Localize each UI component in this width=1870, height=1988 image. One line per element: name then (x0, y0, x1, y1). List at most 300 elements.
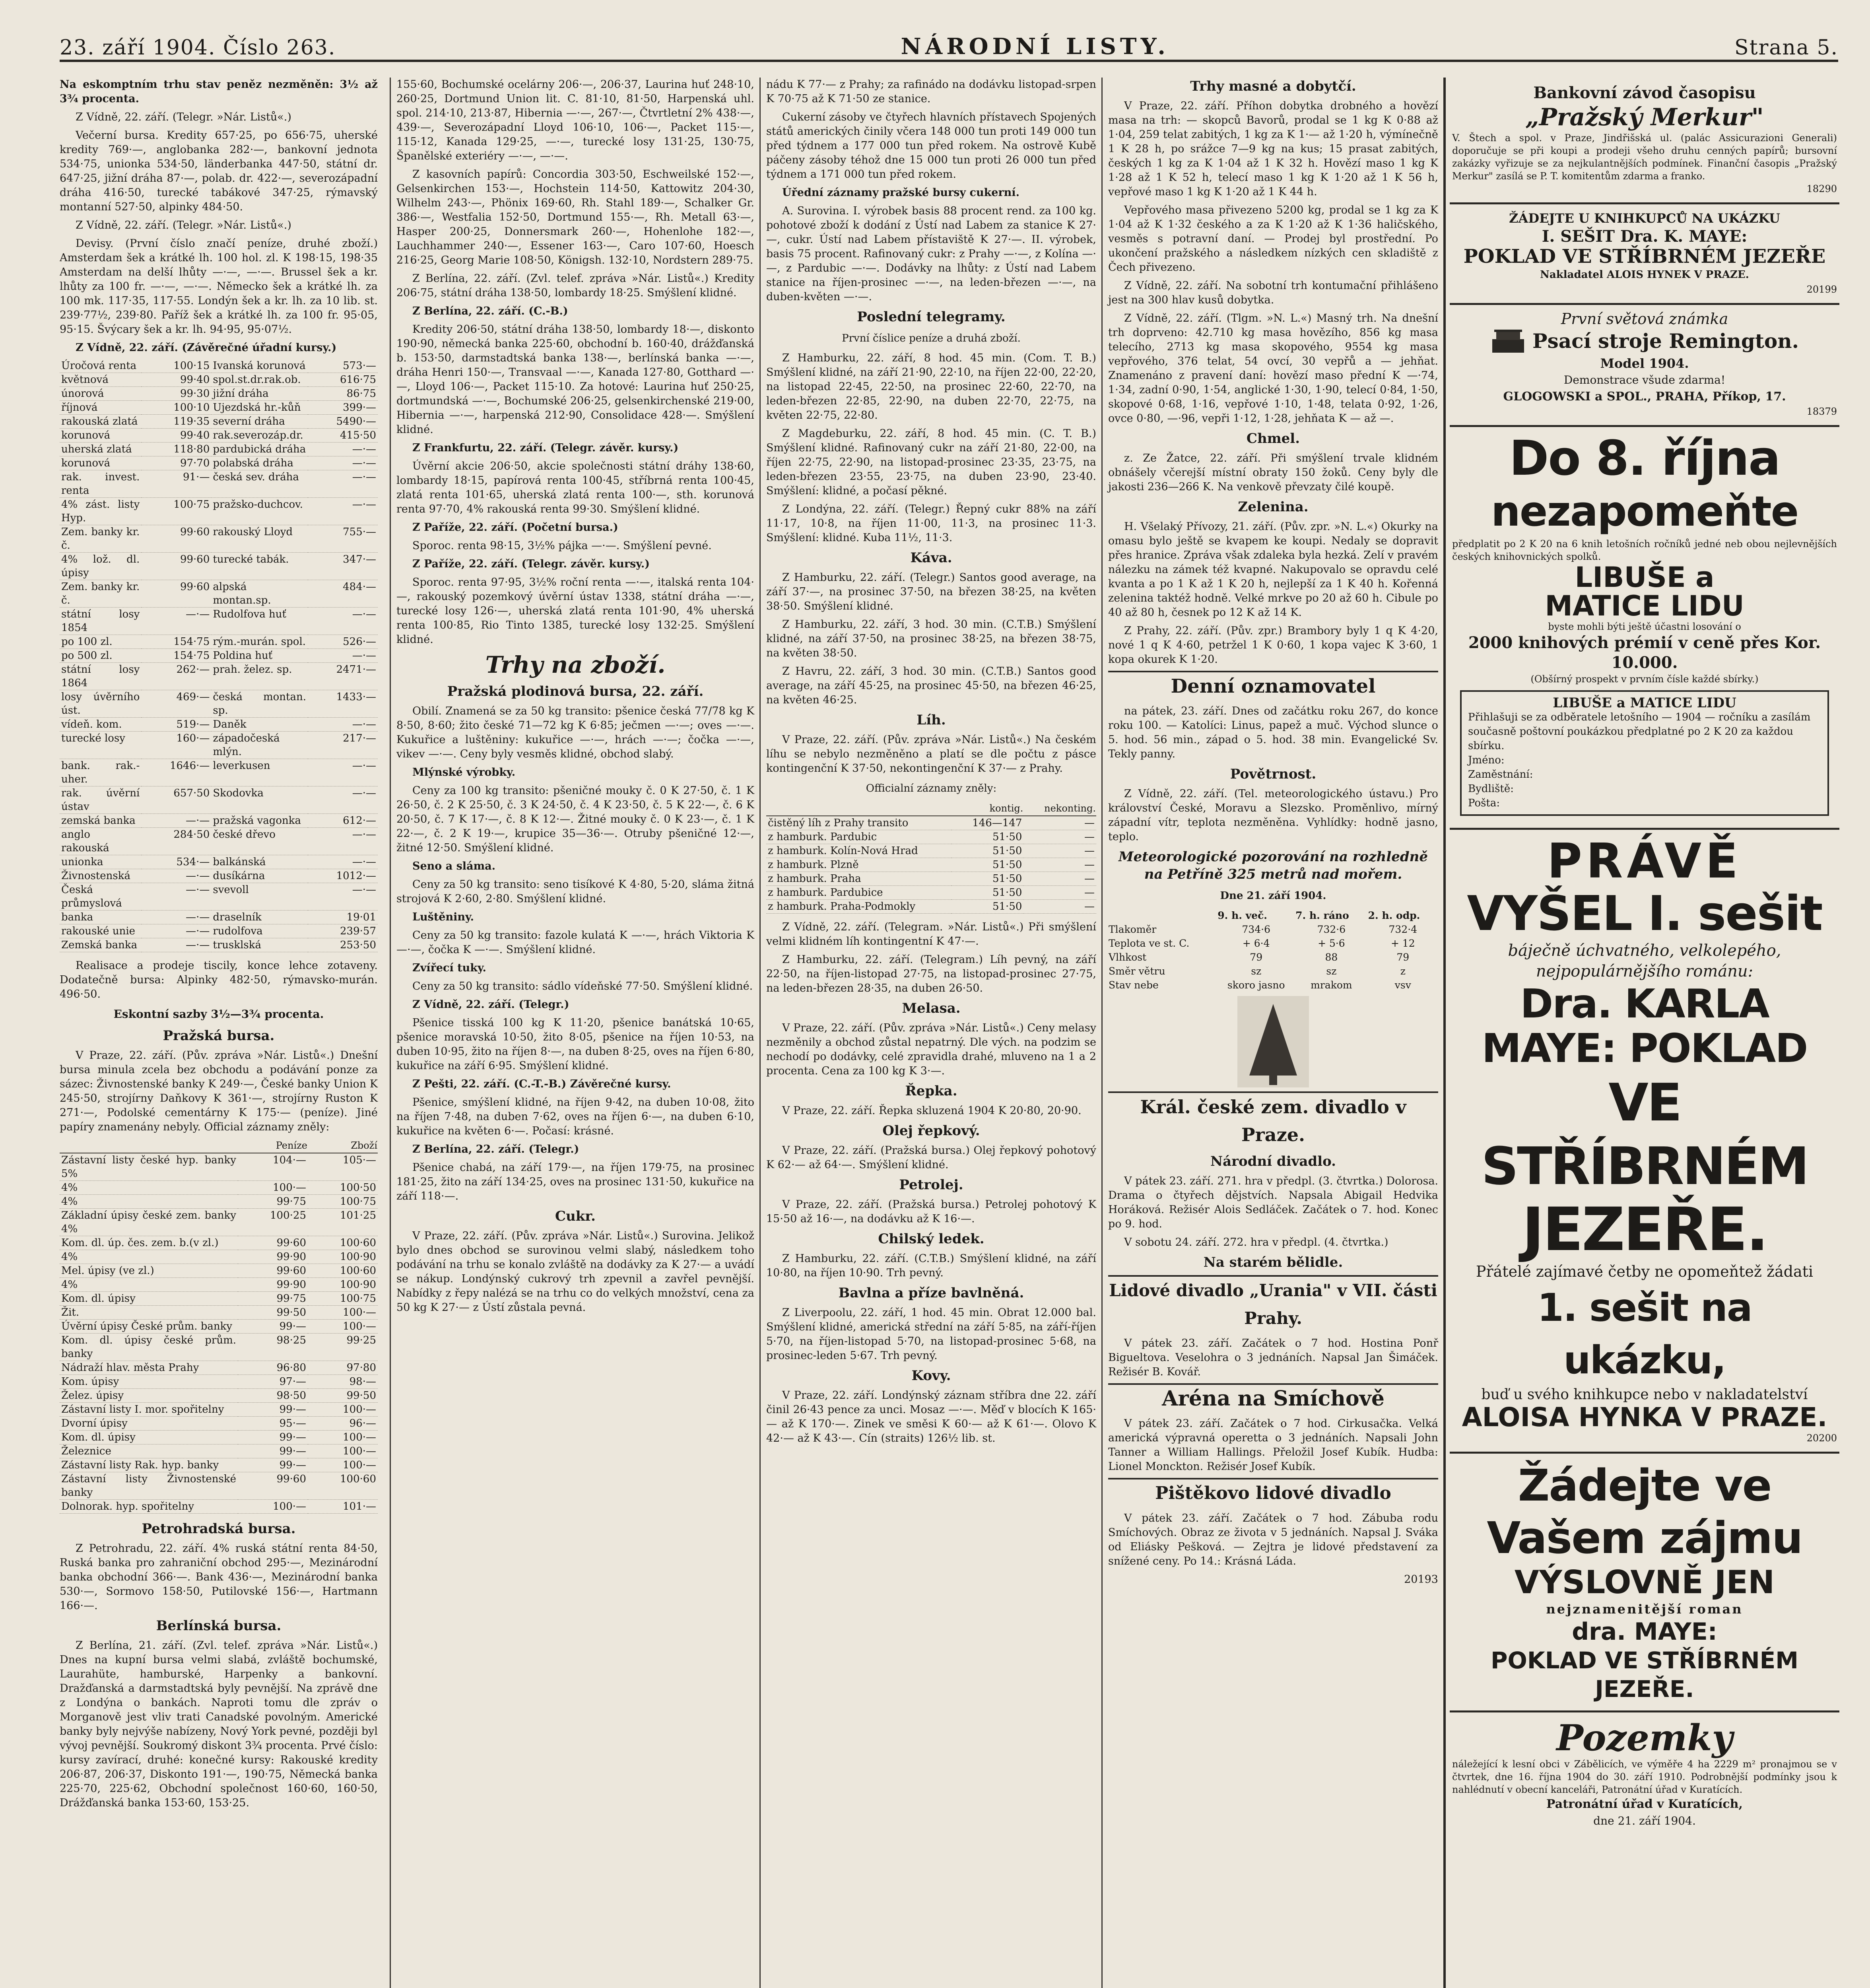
rate-row (60, 359, 378, 373)
bond-row (60, 1320, 378, 1334)
table-cell: korunová (60, 429, 141, 443)
table-cell: 99·60 (141, 553, 211, 580)
table-cell: Česká průmyslová (60, 883, 141, 911)
animal-fats-text: Ceny za 50 kg transito: sádlo vídeňské 77·50. Smýšlení klidné. (412, 980, 753, 992)
table-cell: 154·75 (141, 635, 211, 649)
table-cell: — (1023, 858, 1096, 872)
table-cell: banka (60, 911, 141, 924)
column-header: Zboží (308, 1138, 378, 1153)
table-cell: 99·— (238, 1403, 308, 1417)
table-cell: 2471·— (308, 663, 378, 690)
table-cell: 1433·— (308, 690, 378, 718)
table-cell: 347·— (308, 553, 378, 580)
berlin-grain-heading: Z Berlína, 22. září. (Telegr.) (412, 1143, 579, 1155)
rate-row (60, 814, 378, 828)
tower-illustration (1237, 996, 1309, 1087)
table-cell: 415·50 (308, 429, 378, 443)
rate-row (60, 786, 378, 814)
theatre-text: V pátek 23. září. 271. hra v předpl. (3. čtvrtka.) Dolorosa. Drama o čtyřech dějstvích. Napsala Abigail Hedvika Horáková. Režisér Alois Sedláček. Začátek o 7. hod. Konec po 9. hod. (1108, 1175, 1438, 1230)
table-cell: Stav nebe (1109, 979, 1159, 991)
table-cell: 5490·— (308, 415, 378, 429)
pistek-text: V pátek 23. září. Začátek o 7 hod. Zábuba rodu Smíchových. Obraz ze života v 5 jednáních. Napsal J. Sváka od Eliásky Pešková. — Zejtra je lidové představení za snížené ceny. Po 14.: Krásná Láda. (1108, 1512, 1438, 1567)
petroleum-text: V Praze, 22. září. (Pražská bursa.) Petrolej pohotový K 15·50 až 16·—, na dodávku až K 16·—. (766, 1198, 1096, 1225)
meteo-date: Dne 21. září 1904. (1220, 890, 1326, 902)
sugar-text: V Praze, 22. září. (Pův. zpráva »Nár. Listů«.) Surovina. Jelikož bylo dnes obchod se surovinou velmi slabý, následkem toho podávání na trhu se konalo zvláště na dodávky za K 27·— a uvádí se nákup. Londýnský cukrový trh zpevnil a zavřel pevnější. Nabídky z řepy nalézá se na trhu co do velkých množství, cena za 50 kg K 27·— z Ústí zůstala pevná. (396, 1230, 754, 1314)
table-cell: 99·— (238, 1444, 308, 1458)
table-cell: 88 (1325, 951, 1338, 963)
ad-poklad-number: 20199 (1806, 284, 1837, 295)
table-cell: 4% lož. dl. úpisy (60, 553, 141, 580)
ad-remington-model: Model 1904. (1600, 356, 1689, 371)
vegetables-heading: Zelenina. (1238, 499, 1309, 515)
table-cell: 99·25 (308, 1334, 378, 1361)
table-cell: —·— (141, 911, 211, 924)
table-cell: 99·60 (238, 1236, 308, 1250)
table-cell: 100·60 (308, 1236, 378, 1250)
bond-row (60, 1278, 378, 1292)
table-cell: 118·80 (141, 443, 211, 456)
hops-heading: Chmel. (1246, 431, 1300, 447)
spirits-heading: Líh. (917, 712, 946, 728)
table-cell: rakouský Lloyd (211, 525, 308, 553)
telegrams-heading: Poslední telegramy. (857, 309, 1006, 325)
bond-row (60, 1292, 378, 1306)
rate-row (60, 401, 378, 415)
table-cell: Kom. úpisy (60, 1375, 238, 1389)
vienna-cattle-2: Z Vídně, 22. září. (Tlgm. »N. L.«) Masný trh. Na dnešní trh doprveno: 42.710 kg masa hovězího, 856 kg masa telecího, 2713 kg masa skopového, 9554 kg masa vepřového, 376 telat, 54 ovcí, 30 vepřů a — jehňat. Znamenáno z pravení daní: hovězí maso přední K —·74, 1·34, zadní 0·90, 1·54, anglické 1·30, 1·90, telecí 0·84, 1·50, skopové 0·68, 1·16, vepřové 1·10, 1·48, telata 0·92, 1·26, ovce 0·80, —·96, vepři 1·12, 1·28, jehňata K — až —. (1108, 312, 1438, 425)
petrograd-text: Z Petrohradu, 22. září. 4% ruská státní renta 84·50, Ruská banka pro zahraniční obchod 295·—, Mezinárodní banka obchodní 366·—. Bank 436·—, Mezinárodní banka 530·—, Sormovo 158·50, Putilovské 156·—, Hartmann 166·—. (60, 1542, 378, 1612)
frankfurt-text: Úvěrní akcie 206·50, akcie společnosti státní dráhy 138·60, lombardy 18·15, papírová renta 100·45, stříbrná renta 100·45, zlatá renta 101·65, uherská zlatá renta 100·—, sth. korunová renta 97·70, 4% rakouská renta 99·30. Smýšlení klidné. (396, 460, 754, 515)
table-cell: 239·57 (308, 924, 378, 938)
theatre-heading: Král. české zem. divadlo v Praze. (1140, 1096, 1406, 1145)
table-cell: 100·60 (308, 1472, 378, 1500)
column-header (60, 1138, 238, 1153)
rate-row (60, 855, 378, 869)
table-cell: vsv (1394, 979, 1411, 991)
table-cell: trusklská (211, 938, 308, 952)
table-cell: česká sev. dráha (211, 470, 308, 498)
ad-pozemky-title: Pozemky (1556, 1717, 1733, 1759)
table-cell: —·— (141, 883, 211, 911)
table-cell: 51·50 (951, 830, 1024, 844)
berlin-heading: Berlínská bursa. (156, 1618, 282, 1634)
table-cell: 51·50 (951, 900, 1024, 914)
table-cell: Dolnorak. hyp. spořitelny (60, 1500, 238, 1514)
ad-dra-maye: dra. MAYE: (1572, 1618, 1717, 1646)
table-cell: 612·— (308, 814, 378, 828)
rate-row (60, 525, 378, 553)
table-cell: + 5·6 (1318, 938, 1345, 949)
table-cell: 99·60 (141, 525, 211, 553)
table-cell: státní losy 1864 (60, 663, 141, 690)
daily-notice-text: na pátek, 23. září. Dnes od začátku roku 267, do konce roku 100. — Katolíci: Linus, papež a muč. Východ slunce o 5. hod. 56 min., západ o 5. hod. 38 min. Evangelické Sv. Tekly panny. (1108, 705, 1438, 760)
bond-row (60, 1334, 378, 1361)
table-cell: rým.-murán. spol. (211, 635, 308, 649)
subscription-coupon[interactable] (1460, 690, 1829, 816)
table-cell: losy úvěrního úst. (60, 690, 141, 718)
table-cell: 616·75 (308, 373, 378, 387)
coupon-name-field[interactable]: Jméno: (1468, 754, 1505, 766)
cash-papers: Z kasovních papírů: Concordia 303·50, Eschweilské 152·—, Gelsenkirchen 153·—, Hochstein 114·50, Kattowitz 204·30, Wilhelm 243·—, Phönix 169·60, Rh. Stahl 189·—, Schalker Gr. 386·—, Westfalia 152·50, Dortmund 155·—, Rh. Metall 63·—, Hasper 200·25, Donnersmark 260·—, Hohenlohe 182·—, Lauchhammer 240·—, Essener 163·—, Caro 107·60, Hoesch 216·25, Georg Marie 108·50, Königsh. 132·10, Nordstern 289·75. (396, 168, 754, 266)
column-header (766, 801, 951, 816)
table-cell: 99·30 (141, 387, 211, 401)
table-cell: 469·— (141, 690, 211, 718)
bond-row (60, 1236, 378, 1250)
vienna-grain-text: Pšenice tisská 100 kg K 11·20, pšenice banátská 10·65, pšenice moravská 10·50, žito 8·05, pšenice na říjen 10·53, na duben 10·95, žito na říjen 8·—, na duben 8·25, oves na říjen 6·80, kukuřice na září 6·95. Smýšlení klidné. (396, 1017, 754, 1072)
table-cell: —·— (308, 608, 378, 635)
spirits-row (766, 872, 1096, 886)
vienna-final-rates-table (60, 359, 378, 952)
ad-poklad-1 (1450, 204, 1839, 305)
pest-text: Pšenice, smýšlení klidné, na říjen 9·42, na duben 10·08, žito na říjen 7·48, na duben 7·62, oves na říjen 6·—, na duben 6·10, kukuřice na květen 6·—. Počasí: krásné. (396, 1096, 754, 1137)
table-cell: — (1023, 816, 1096, 830)
table-cell: 657·50 (141, 786, 211, 814)
table-cell: 734·6 (1242, 924, 1270, 935)
ad-libuse-prize: 2000 knihových prémií v ceně přes Kor. 10.000. (1468, 633, 1821, 672)
pistek-heading: Pištěkovo lidové divadlo (1155, 1483, 1391, 1503)
table-cell: 19·01 (308, 911, 378, 924)
table-cell: 573·— (308, 359, 378, 373)
table-cell: dusíkárna (211, 869, 308, 883)
rate-row (60, 869, 378, 883)
london-telegram: Z Londýna, 22. září. (Telegr.) Řepný cukr 88% na září 11·17, 10·8, na říjen 11·00, 11·3, na prosinec 11·3. Smýšlení: klidné. Kuba 11½, 11·3. (766, 503, 1096, 544)
table-cell: čistěný líh z Prahy transito (766, 816, 951, 830)
column-header (1108, 909, 1217, 922)
ad-poklad-line1: ŽÁDEJTE U KNIHKUPCŮ NA UKÁZKU (1509, 211, 1780, 226)
table-cell: 97·70 (141, 456, 211, 470)
vienna-grain-heading: Z Vídně, 22. září. (Telegr.) (412, 998, 569, 1011)
ad-remington-dealer: GLOGOWSKI a SPOL., PRAHA, Příkop, 17. (1503, 390, 1786, 404)
spirits-row (766, 816, 1096, 830)
rate-row (60, 911, 378, 924)
table-cell: 4% zást. listy Hyp. (60, 498, 141, 525)
sugar-official-heading: Úřední záznamy pražské bursy cukerní. (782, 186, 1019, 199)
weather-heading: Povětrnost. (1230, 766, 1317, 782)
rate-row (60, 470, 378, 498)
table-cell: 99·40 (141, 373, 211, 387)
table-cell: 4% (60, 1181, 238, 1195)
ad-friends-text: Přátelé zajímavé četby ne opomeňtež žádati (1476, 1263, 1814, 1280)
telegrams-subheading: První číslice peníze a druhá zboží. (842, 332, 1021, 344)
ad-prave: PRÁVĚ (1547, 834, 1742, 889)
coupon-text: Přihlašuji se za odběratele letošního — 1904 — ročníku a zasílám současně poštovní poukázkou předplatné po 2 K 20 za každou sbírku. (1468, 711, 1811, 752)
meteo-row (1108, 964, 1438, 978)
rate-row (60, 608, 378, 635)
grain-bourse-heading: Pražská plodinová bursa, 22. září. (447, 683, 704, 699)
ad-remington-demo: Demonstrace všude zdarma! (1563, 373, 1726, 386)
weather-text: Z Vídně, 22. září. (Tel. meteorologického ústavu.) Pro království České, Moravu a Slezsko. Proměnlivo, mírný západní vítr, teplota nezměněna. Vyhlídky: hodně jasno, teplo. (1108, 788, 1438, 843)
meat-markets-text-2: Vepřového masa přivezeno 5200 kg, prodal se 1 kg za K 1·04 až K 1·32 českého a za K 1·20 až K 1·36 haličského, vesměs s potravní daní. — Prodej byl prostřední. Po ukončení pražského a následkem nízkých cen skladiště z Čech přivezeno. (1108, 204, 1438, 274)
meteo-row (1108, 950, 1438, 964)
table-cell: Tlakoměr (1109, 924, 1157, 935)
table-cell: Žit. (60, 1306, 238, 1320)
table-header (766, 801, 1096, 816)
table-cell: 99·75 (238, 1292, 308, 1306)
table-cell: — (1023, 900, 1096, 914)
magdeburg-telegram: Z Magdeburku, 22. září, 8 hod. 45 min. (C. T. B.) Smýšlení klidné. Rafinovaný cukr na září 21·80, 22·00, na říjen 22·75, 22·90, na listopad-prosinec 23·35, 23·75, na leden-březen 23·55, 23·75, na duben 23·90, 23·40. Smýšlení: klidné, a počasí pěkné. (766, 427, 1096, 497)
column-1 (60, 78, 383, 1988)
rate-row (60, 415, 378, 429)
sugar-official-text: A. Surovina. I. výrobek basis 88 procent rend. za 100 kg. pohotové zboží k dodání z Ústí nad Labem za stanice K 27·—, cukr. Ústí nad Labem přístaviště K 27·—. II. výrobek, basis 75 procent. Rafinovaný cukr: z Prahy —·—, z Kolína —·—, z Pardubic —·—. Dodávky na lhůty: z Ústí nad Labem stanice na říjen-prosinec —·—, na leden-březen —·—, na duben-květen —·—. (766, 205, 1096, 303)
column-3 (759, 78, 1102, 1988)
table-cell: — (1023, 830, 1096, 844)
rate-row (60, 924, 378, 938)
ad-roman: nejznamenitější roman (1546, 1602, 1743, 1617)
bond-row (60, 1500, 378, 1514)
meteo-row (1108, 978, 1438, 992)
spirits-row (766, 900, 1096, 914)
table-cell: turecké losy (60, 732, 141, 759)
sugar-stocks: Cukerní zásoby ve čtyřech hlavních přístavech Spojených států amerických činily včera 148 000 tun proti 149 000 tun před týdnem a 177 000 tun před rokem. Na ostrově Kubě páčeny zásoby téhož dne 15 000 tun proti 26 000 tun před týdnem a 171 000 tun před rokem. (766, 111, 1096, 181)
table-cell: z (1400, 965, 1406, 977)
rate-row (60, 373, 378, 387)
rate-row (60, 387, 378, 401)
table-cell: uherská zlatá (60, 443, 141, 456)
prague-bourse-text: V Praze, 22. září. (Pův. zpráva »Nár. Listů«.) Dnešní bursa minula zcela bez obchodu a podávání ponze za sázec: Živnostenské banky K 249·—, České banky Union K 245·50, strojírny Daňkovy K 361·—, strojírny Ruston K 271·—, Podolské cementárny K 175·— (peníze). Jiné papíry znamenány nebyly. Official záznamy zněly: (60, 1049, 378, 1133)
ad-poklad-2 (1450, 830, 1839, 1454)
coffee-heading: Káva. (910, 550, 952, 566)
ad-libuse-name: LIBUŠE a (1575, 561, 1715, 594)
vienna-heading: Z Vídně, 22. září. (Telegr. »Nár. Listů«.) (76, 111, 291, 123)
table-cell: —·— (308, 470, 378, 498)
ad-pozemky-signature: Patronátní úřad v Kuratících, (1546, 1797, 1743, 1811)
table-cell: vídeň. kom. (60, 718, 141, 732)
rate-row (60, 580, 378, 608)
vienna-heading-2: Z Vídně, 22. září. (Telegr. »Nár. Listů«.) (76, 219, 291, 231)
coffee-havre: Z Havru, 22. září, 3 hod. 30 min. (C.T.B.) Santos good average, na září 45·25, na prosinec 45·50, na březen 46·25, na květen 46·25. (766, 665, 1096, 706)
bond-rates-table (60, 1138, 378, 1514)
ad-vyslovne: VÝSLOVNĚ JEN (1514, 1564, 1775, 1601)
masthead-title: NÁRODNÍ LISTY. (901, 33, 1169, 60)
legumes-text: Ceny za 50 kg transito: fazole kulatá K —·—, hrách Viktoria K —·—, čočka K —·—. Smýšlení klidné. (396, 929, 754, 956)
table-cell: 98·50 (238, 1389, 308, 1403)
table-cell: 95·— (238, 1417, 308, 1431)
table-cell: 98·— (308, 1375, 378, 1389)
table-cell: Skodovka (211, 786, 308, 814)
table-cell: z hamburk. Kolín-Nová Hrad (766, 844, 951, 858)
meteo-row (1108, 922, 1438, 936)
spirits-text: V Praze, 22. září. (Pův. zpráva »Nár. Listů«.) Na českém líhu se nebylo nezměněno a platí se dle počtu z pásce kontingenční K 37·50, nekontingenční K 37·— z Prahy. (766, 734, 1096, 775)
table-cell: z hamburk. Plzně (766, 858, 951, 872)
table-cell: Mel. úpisy (ve zl.) (60, 1264, 238, 1278)
table-cell: 100·— (308, 1444, 378, 1458)
table-cell: 100·— (308, 1320, 378, 1334)
table-cell: jižní dráha (211, 387, 308, 401)
table-cell: Kom. dl. úpisy (60, 1431, 238, 1444)
spirits-table (766, 801, 1096, 914)
table-cell: 1646·— (141, 759, 211, 786)
table-cell: 51·50 (951, 844, 1024, 858)
ad-remington-number: 18379 (1806, 406, 1837, 417)
table-cell: Kom. dl. úpisy české prům. banky (60, 1334, 238, 1361)
table-cell: únorová (60, 387, 141, 401)
rate-row (60, 718, 378, 732)
berlin-3-text: Kredity 206·50, státní dráha 138·50, lombardy 18·—, diskonto 190·90, německá banka 225·60, obchodní b. 160·40, drážďanská b. 153·50, darmstadtská banka 138·—, berlínská banka —·—, dráha Henri 150·—, Transvaal —·—, Kanada 127·80, Gotthard —·—, Lloyd 106·—, Packet 115·10. Za hotové: Laurina huť 250·25, dortmundská —·—, Bochumské 206·25, gelsenkirchenské 219·00, Hibernia —·—, harpenská 212·90, Consolidace 428·—. Smýšlení klidné. (396, 323, 754, 436)
ad-first-issue: 1. sešit na ukázku, (1537, 1285, 1752, 1382)
table-cell: Vlhkost (1109, 951, 1147, 963)
table-cell: 51·50 (951, 858, 1024, 872)
table-cell: mrakom (1311, 979, 1352, 991)
ad-pozemky (1450, 1712, 1839, 1837)
ad-ve-stribrnem: VE STŘÍBRNÉM (1481, 1072, 1808, 1196)
table-cell: 1012·— (308, 869, 378, 883)
table-cell: 96·— (308, 1417, 378, 1431)
table-cell: 119·35 (141, 415, 211, 429)
table-cell: pardubická dráha (211, 443, 308, 456)
ad-libuse-text2: byste mohli býti ještě účastni losování o (1548, 621, 1741, 632)
table-cell: 51·50 (951, 886, 1024, 900)
table-cell: 100·90 (308, 1278, 378, 1292)
table-cell: turecké tabák. (211, 553, 308, 580)
bond-row (60, 1472, 378, 1500)
table-cell: z hamburk. Praha (766, 872, 951, 886)
table-cell: Zástavní listy české hyp. banky 5% (60, 1153, 238, 1181)
reductions-note: Realisace a prodeje tiscily, konce lehce zotaveny. Dodatečně bursa: Alpinky 482·50, rýmavsko-murán. 496·50. (60, 959, 378, 1000)
bond-row (60, 1389, 378, 1403)
rate-row (60, 635, 378, 649)
table-cell: 100·— (308, 1306, 378, 1320)
mill-products-text: Ceny za 100 kg transito: pšeničné mouky č. 0 K 27·50, č. 1 K 26·50, č. 2 K 25·50, č. 3 K 24·50, č. 4 K 23·50, č. 5 K 22·—, č. 6 K 20·50, č. 7 K 17·—, č. 8 K 12·—. Žitné mouky č. 0 K 23·—, č. 1 K 22·—, č. 2 K 19·—, krupice 35—36·—. Otruby pšeničné 12·—, žitné 12·50. Smýšlení klidné. (396, 784, 754, 854)
rapeseed-oil-heading: Olej řepkový. (882, 1123, 980, 1139)
vienna-cattle: Z Vídně, 22. září. Na sobotní trh kontumační přihlášeno jest na 300 hlav kusů dobytka. (1108, 280, 1438, 306)
rate-row (60, 443, 378, 456)
table-header (60, 1138, 378, 1153)
table-cell: 4% (60, 1250, 238, 1264)
table-cell: Dvorní úpisy (60, 1417, 238, 1431)
table-cell: státní losy 1854 (60, 608, 141, 635)
issue-date: 23. září 1904. Číslo 263. (60, 36, 336, 60)
sugar-heading: Cukr. (555, 1208, 596, 1224)
rapeseed-oil-text: V Praze, 22. září. (Pražská bursa.) Olej řepkový pohotový K 62·— až 64·—. Smýšlení klidné. (766, 1144, 1096, 1171)
table-cell: 284·50 (141, 828, 211, 855)
coupon-address-field[interactable]: Bydliště: (1468, 783, 1514, 795)
coupon-post-field[interactable]: Pošta: (1468, 797, 1500, 809)
table-cell: polabská dráha (211, 456, 308, 470)
table-cell: české dřevo (211, 828, 308, 855)
table-cell: —·— (141, 814, 211, 828)
table-cell: 99·90 (238, 1250, 308, 1264)
table-cell: 99·90 (238, 1278, 308, 1292)
berlin-grain-text: Pšenice chabá, na září 179·—, na říjen 179·75, na prosinec 181·25, žito na září 134·25, oves na prosinec 131·50, kukuřice na září 118·—. (396, 1161, 754, 1202)
table-cell: + 6·4 (1242, 938, 1270, 949)
bond-row (60, 1458, 378, 1472)
frankfurt-heading: Z Frankfurtu, 22. září. (Telegr. závěr. kursy.) (412, 442, 679, 454)
table-cell: Zástavní listy I. mor. spořitelny (60, 1403, 238, 1417)
table-cell: 100·10 (141, 401, 211, 415)
table-cell: po 100 zl. (60, 635, 141, 649)
table-cell: 154·75 (141, 649, 211, 663)
ad-zadejte-title: Žádejte ve Vašem zájmu (1487, 1460, 1802, 1563)
molasses-heading: Melasa. (902, 1000, 961, 1016)
bond-row (60, 1375, 378, 1389)
rate-row (60, 649, 378, 663)
table-cell: 100·— (308, 1458, 378, 1472)
table-cell: 100·50 (308, 1181, 378, 1195)
bond-row (60, 1306, 378, 1320)
goods-markets-heading: Trhy na zboží. (485, 651, 666, 678)
advertisements-column (1443, 78, 1843, 1988)
rate-row (60, 498, 378, 525)
petrograd-heading: Petrohradská bursa. (142, 1521, 296, 1537)
spirits-row (766, 830, 1096, 844)
table-cell: Zástavní listy Živnostenské banky (60, 1472, 238, 1500)
table-cell: 99·75 (238, 1195, 308, 1209)
rate-row (60, 828, 378, 855)
ad-poklad-line2: I. SEŠIT Dra. K. MAYE: (1542, 227, 1748, 246)
table-cell: 86·75 (308, 387, 378, 401)
bond-row (60, 1417, 378, 1431)
table-cell: 51·50 (951, 872, 1024, 886)
table-cell: 4% (60, 1278, 238, 1292)
table-cell: 99·60 (238, 1472, 308, 1500)
pest-heading: Z Pešti, 22. září. (C.-T.-B.) Závěrečné kursy. (412, 1078, 671, 1090)
ad-roman-text: báječně úchvatného, velkolepého, nejpopulárnějšího románu: (1508, 942, 1781, 980)
rate-row (60, 663, 378, 690)
table-cell: 217·— (308, 732, 378, 759)
table-cell: 526·— (308, 635, 378, 649)
table-cell: —·— (308, 883, 378, 911)
animal-fats-heading: Zvířecí tuky. (412, 962, 486, 974)
column-header: kontig. (951, 801, 1024, 816)
table-cell: 99·60 (141, 580, 211, 608)
table-cell: Zem. banky kr. č. (60, 525, 141, 553)
table-cell: květnová (60, 373, 141, 387)
rate-row (60, 883, 378, 911)
table-cell: Kom. dl. úpisy (60, 1292, 238, 1306)
metals-text: V Praze, 22. září. Londýnský záznam stříbra dne 22. září činil 26·43 pence za unci. Mosaz —·—. Měď v blocích K 165·— až K 170·—. Zinek ve směsi K 60·— až K 61·—. Olovo K 42·— až K 43·—. Cín (straits) 126½ lib. st. (766, 1389, 1096, 1444)
ad-bookshop-text: buď u svého knihkupce nebo v nakladatelství (1481, 1386, 1808, 1403)
table-cell: 146—147 (951, 816, 1024, 830)
ad-remington-title: Psací stroje Remington. (1532, 329, 1799, 353)
paris-text: Sporoc. renta 98·15, 3½% pájka —·—. Smýšlení pevné. (412, 540, 712, 552)
ad-libuse-dont-forget: nezapomeňte (1491, 487, 1798, 536)
table-cell: z hamburk. Pardubic (766, 830, 951, 844)
table-cell: 99·— (238, 1458, 308, 1472)
table-cell: —·— (308, 855, 378, 869)
berlin-continued: 155·60, Bochumské ocelárny 206·—, 206·37, Laurina huť 248·10, 260·25, Dortmund Union lit. C. 81·10, 81·50, Harpenská uhl. spol. 214·10, 213·87, Hibernia —·—, 267·—, Čtvrtletní 2% 438·—, 439·—, Severozápadní Lloyd 106·10, 106·—, Packet 115·—, 115·12, Kanada 129·25, —·—, turecké losy 131·25, 130·75, Španělské exteriéry —·—, —·—. (396, 78, 754, 162)
table-cell: 79 (1250, 951, 1263, 963)
metals-heading: Kovy. (911, 1368, 951, 1384)
ad-libuse-text: předplatit po 2 K 20 na 6 knih letošních ročníků jedné neb obou nejlevnějších českých knihovnických spolků. (1452, 538, 1837, 562)
bond-row (60, 1444, 378, 1458)
table-cell: 99·— (238, 1320, 308, 1334)
table-cell: z hamburk. Pardubice (766, 886, 951, 900)
spirits-row (766, 844, 1096, 858)
ad-bank-number: 18290 (1806, 183, 1837, 194)
ad-may-poklad: Dra. KARLA MAYE: POKLAD (1482, 980, 1808, 1072)
coupon-occupation-field[interactable]: Zaměstnání: (1468, 769, 1533, 780)
table-cell: západočeská mlýn. (211, 732, 308, 759)
table-cell: korunová (60, 456, 141, 470)
ad-remington (1450, 305, 1839, 427)
paris-2-heading: Z Paříže, 22. září. (Telegr. závěr. kursy.) (412, 558, 650, 570)
spirits-vienna: Z Vídně, 22. září. (Telegram. »Nár. Listů«.) Při smýšlení velmi klidném líh kontingentní K 47·—. (766, 921, 1096, 947)
bond-row (60, 1250, 378, 1264)
table-cell: —·— (141, 924, 211, 938)
ad-jezere: JEZEŘE. (1522, 1195, 1767, 1264)
table-cell: Želez. úpisy (60, 1389, 238, 1403)
arena-heading: Aréna na Smíchově (1162, 1386, 1385, 1411)
potatoes-text: Z Prahy, 22. září. (Pův. zpr.) Brambory byly 1 q K 4·20, nové 1 q K 4·60, petržel 1 K 0·60, 1 kopa vajec K 3·60, 1 kopa okurek K 1·20. (1108, 625, 1438, 666)
column-4 (1101, 78, 1444, 1988)
table-cell: 96·80 (238, 1361, 308, 1375)
table-cell: sz (1326, 965, 1337, 977)
table-cell: 262·— (141, 663, 211, 690)
table-cell: 79 (1396, 951, 1410, 963)
table-cell: anglo rakouská (60, 828, 141, 855)
rapeseed-text: V Praze, 22. září. Řepka skluzená 1904 K 20·80, 20·90. (782, 1105, 1082, 1117)
ad-vysel: VYŠEL I. sešit (1467, 886, 1822, 942)
